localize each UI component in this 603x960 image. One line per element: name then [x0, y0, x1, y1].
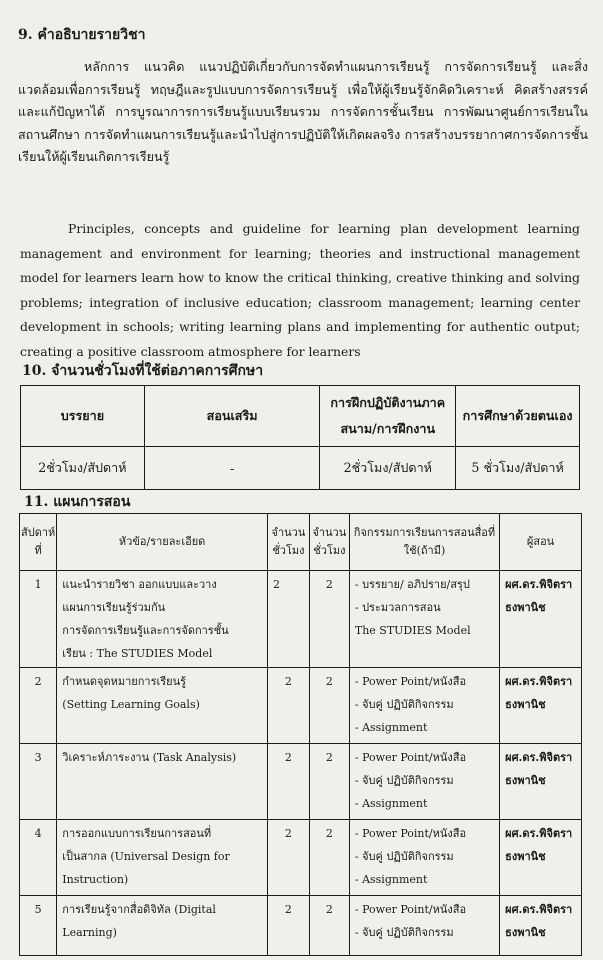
activity-line: - จับคู่ ปฏิบัติกิจกรรม	[354, 774, 454, 787]
teacher-surname: ธงพานิช	[505, 926, 546, 939]
section-9-heading: 9. คำอธิบายรายวิชา	[18, 27, 146, 43]
hours-2-cell: 2	[309, 896, 349, 956]
week-number: 1	[20, 571, 57, 668]
activities-cell	[349, 744, 499, 820]
topic-cell	[57, 820, 268, 896]
plan-header-teacher: ผู้สอน	[500, 514, 582, 571]
plan-header-week: สัปดาห์ที่	[20, 514, 57, 571]
teacher-cell	[500, 896, 582, 956]
hours-1-cell: 2	[267, 571, 309, 668]
plan-row-week-5	[20, 896, 582, 956]
teacher-cell	[500, 820, 582, 896]
hours-2-cell: 2	[309, 744, 349, 820]
topic-line: วิเคราะห์ภาระงาน (Task Analysis)	[62, 751, 237, 764]
plan-header-hours-2: จำนวนชั่วโมง	[309, 514, 349, 571]
hours-header-practicum: การฝึกปฏิบัติงานภาคสนาม/การฝึกงาน	[320, 386, 456, 447]
topic-line: เป็นสากล (Universal Design for	[62, 850, 230, 863]
teacher-cell	[500, 744, 582, 820]
topic-line: เรียน : The STUDIES Model	[62, 647, 213, 660]
course-description-english-text: Principles, concepts and guideline for learning plan development learning management and environment for learning; theories and instructional management model for learners learn how to know the critical thinking, creative thinking and solving problems; integration of inclusive education; classroom management; learning center development in schools; writing learning plans and implementing for authentic output; creating a positive classroom atmosphere for learners	[20, 221, 580, 359]
teacher-surname: ธงพานิช	[505, 850, 546, 863]
plan-header-activities: กิจกรรมการเรียนการสอนสื่อที่ใช้(ถ้ามี)	[349, 514, 499, 571]
plan-row-week-1	[20, 571, 582, 668]
activity-line: - Power Point/หนังสือ	[354, 751, 467, 764]
teacher-surname: ธงพานิช	[505, 698, 546, 711]
plan-row-week-3	[20, 744, 582, 820]
activities-cell	[349, 896, 499, 956]
plan-header-hours-1: จำนวนชั่วโมง	[267, 514, 309, 571]
teacher-cell	[500, 571, 582, 668]
plan-row-week-2	[20, 668, 582, 744]
activities-cell	[349, 571, 499, 668]
topic-line: แผนการเรียนรู้ร่วมกัน	[62, 601, 166, 614]
activity-line: - ประมวลการสอน	[354, 601, 441, 614]
hours-1-cell: 2	[267, 820, 309, 896]
plan-header-topic: หัวข้อ/รายละเอียด	[57, 514, 268, 571]
hours-2-cell: 2	[309, 571, 349, 668]
activity-line: - Power Point/หนังสือ	[354, 675, 467, 688]
hours-table	[20, 385, 580, 490]
topic-line: การเรียนรู้จากสื่อดิจิทัล (Digital	[62, 903, 216, 916]
hours-header-self-study: การศึกษาด้วยตนเอง	[456, 386, 580, 447]
teacher-name: ผศ.ดร.พิจิตรา	[505, 751, 573, 764]
hours-header-tutorial: สอนเสริม	[144, 386, 320, 447]
hours-value-self-study: 5 ชั่วโมง/สัปดาห์	[456, 447, 580, 490]
hours-table-value-row	[21, 447, 580, 490]
teacher-name: ผศ.ดร.พิจิตรา	[505, 578, 573, 591]
activity-line: - Power Point/หนังสือ	[354, 903, 467, 916]
hours-value-practicum: 2ชั่วโมง/สัปดาห์	[320, 447, 456, 490]
week-number: 5	[20, 896, 57, 956]
topic-line: แนะนำรายวิชา ออกแบบและวาง	[62, 578, 217, 591]
activity-line: - จับคู่ ปฏิบัติกิจกรรม	[354, 698, 454, 711]
activity-line: The STUDIES Model	[354, 624, 471, 637]
hours-1-cell: 2	[267, 668, 309, 744]
week-number: 2	[20, 668, 57, 744]
activity-line: - Assignment	[354, 797, 428, 810]
topic-line: Instruction)	[62, 873, 129, 886]
activity-line: - จับคู่ ปฏิบัติกิจกรรม	[354, 850, 454, 863]
course-description-thai	[18, 56, 588, 169]
activities-cell	[349, 820, 499, 896]
teacher-name: ผศ.ดร.พิจิตรา	[505, 903, 573, 916]
topic-cell	[57, 744, 268, 820]
activity-line: - บรรยาย/ อภิปราย/สรุป	[354, 578, 470, 591]
plan-row-week-4	[20, 820, 582, 896]
hours-header-lecture: บรรยาย	[21, 386, 145, 447]
topic-line: Learning)	[62, 926, 117, 939]
week-number: 3	[20, 744, 57, 820]
topic-line: (Setting Learning Goals)	[62, 698, 200, 711]
hours-value-lecture: 2ชั่วโมง/สัปดาห์	[21, 447, 145, 490]
course-description-thai-text: หลักการ แนวคิด แนวปฏิบัติเกี่ยวกับการจัดทำแผนการเรียนรู้ การจัดการเรียนรู้ และสิ่งแวดล้อมเพื่อการเรียนรู้ ทฤษฎีและรูปแบบการจัดการเรียนรู้ เพื่อให้ผู้เรียนรู้จักคิดวิเคราะห์ คิดสร้างสรรค์ และแก้ปัญหาได้ การบูรณาการการเรียนรู้แบบเรียนรวม การจัดการชั้นเรียน การพัฒนาศูนย์การเรียนในสถานศึกษา การจัดทำแผนการเรียนรู้และนำไปสู่การปฏิบัติให้เกิดผลจริง การสร้างบรรยากาศการจัดการชั้นเรียนให้ผู้เรียนเกิดการเรียนรู้	[18, 59, 588, 164]
section-11-heading: 11. แผนการสอน	[24, 494, 131, 510]
course-description-english	[20, 217, 580, 365]
teaching-plan-table	[19, 513, 582, 956]
topic-cell	[57, 571, 268, 668]
week-number: 4	[20, 820, 57, 896]
plan-table-header-row	[20, 514, 582, 571]
teacher-name: ผศ.ดร.พิจิตรา	[505, 675, 573, 688]
topic-cell	[57, 668, 268, 744]
section-10-heading: 10. จำนวนชั่วโมงที่ใช้ต่อภาคการศึกษา	[22, 363, 264, 379]
topic-line: กำหนดจุดหมายการเรียนรู้	[62, 675, 187, 688]
teacher-surname: ธงพานิช	[505, 774, 546, 787]
hours-2-cell: 2	[309, 820, 349, 896]
activity-line: - Power Point/หนังสือ	[354, 827, 467, 840]
hours-table-header-row	[21, 386, 580, 447]
teacher-cell	[500, 668, 582, 744]
activity-line: - Assignment	[354, 873, 428, 886]
topic-line: การออกแบบการเรียนการสอนที่	[62, 827, 212, 840]
hours-value-tutorial: -	[144, 447, 320, 490]
hours-1-cell: 2	[267, 896, 309, 956]
teacher-surname: ธงพานิช	[505, 601, 546, 614]
hours-1-cell: 2	[267, 744, 309, 820]
teacher-name: ผศ.ดร.พิจิตรา	[505, 827, 573, 840]
hours-2-cell: 2	[309, 668, 349, 744]
activity-line: - จับคู่ ปฏิบัติกิจกรรม	[354, 926, 454, 939]
activities-cell	[349, 668, 499, 744]
topic-line: การจัดการเรียนรู้และการจัดการชั้น	[62, 624, 229, 637]
topic-cell	[57, 896, 268, 956]
activity-line: - Assignment	[354, 721, 428, 734]
